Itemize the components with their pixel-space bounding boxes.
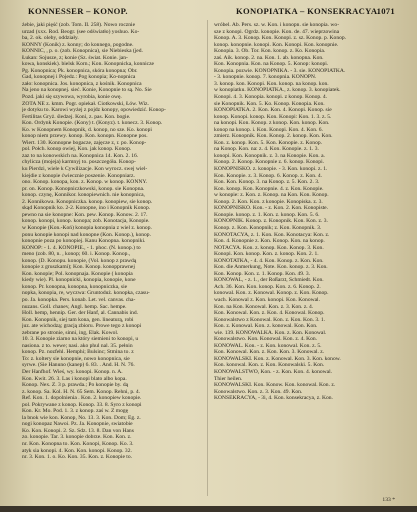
text-line: Kon. konopie; Pol. konopnaja. Konopie ( konopia [22, 270, 133, 277]
text-line: konop. konopnie. konopi. Kon. Konopi. Kon. konopnie. [214, 41, 339, 48]
text-line: kiejdie z konopie ćwiecznie poszenie. Konopniarz. [22, 172, 135, 179]
text-line: Ko. Kon. Konopi. 2. Sz. Sdz. 13. 8. Dan von Hans [22, 427, 134, 434]
text-line: ponu konopie konopi nad konopne (Kon. Konop.), konop. [22, 231, 151, 238]
text-line: Konopi. Kon. konop. Kon. z. konop. Kon. 2. 1. [214, 251, 319, 258]
text-line: konop. Pr. konopna, konopna, konopniczka, sie [22, 283, 128, 290]
text-line: ku Pierdzi, wiele k Cywilizacje. Kon wyrocz. swej wiel- [22, 166, 148, 173]
text-line: Kon. Ordynk Konopie. (Kony) t. (Konyz). t. konecz. 3. Konop. [22, 120, 163, 127]
text-line: Konowalstwo z Konowal. Kon. z. Kon. Kon. 3. 1. [214, 316, 326, 323]
text-line: Konop. 2. Konop. Konopnie z. 6. konop. Konopi. [214, 159, 325, 166]
text-line: Kon. Konowal. Kon. z. Kon. Kon. 3. Konowal. z. [214, 349, 325, 356]
text-line: KONOTATKA, - 4. 4. Kon. Konop. z. Kon. Kon. [214, 257, 324, 264]
text-line: zało: konopnica. Jos. konopnica, z kośnik. Konopnica [22, 80, 142, 87]
text-line: KONOPNISKO. z. konopie. - 3. Kon. konopi. z. 1. [214, 166, 328, 173]
text-line: pewno na sie konopne: Kon. pew. Konop. Konow. 2. 17. [22, 211, 148, 218]
text-line: nr. Kon. Konopna to. Kon. Konopi, Konop. Ko. 3. [22, 441, 134, 447]
text-line: Kon. die Anmerkung, Note. Kon. konop. z. 3. Kon. [214, 264, 328, 271]
text-line: atyk sia konopi. 4. Kon. Kon. konopi. Konop. 32. [22, 447, 132, 454]
text-line: chylicza (mojeja) karmnyj to. poszczegóła. Konop- [22, 159, 136, 166]
text-line: - 3. konopnie. konop. 7. konopnia. KONOPN. [214, 74, 317, 81]
text-line: syrwe. (Sie Hanuno (kanep) 6. 83. . And. H. N. 76. [22, 362, 135, 369]
text-line: Kon. Konop. Kon. z. 1. Konop. Kon. 49. 3. [214, 270, 310, 277]
text-line: Thier heilen. [214, 375, 243, 382]
text-line: Konowalstwo. Kon. z. 3. Kon. 49. Kon. [214, 388, 303, 395]
text-line: w konopie: z. Kon. z. Konop. na Kon. Kon. Konop. [214, 192, 329, 199]
text-line: Kon. z. Konowal. Kon. z. konowal. Kon. Kon. [214, 323, 318, 330]
text-line: Konopia. 3. Ob. Tor. Kon. konop. z. Ko. Konopia. [214, 48, 326, 55]
text-line: nuzans. Goll. chanev, Angl. hemp. Sac. hempe. [22, 303, 127, 310]
text-line: ono. Konop. konopa, kon. z. Konop. w konop. KONNY. [22, 179, 148, 186]
text-line: Kon. konop. Kon. Konopnie. 4. z. Kon. Konopie. [214, 185, 324, 192]
text-line: Konopia. pozwie. KONOPNIKA. - 3. sie. KONOPIATKA. [214, 67, 346, 74]
text-line: Kon. Kr. Mo. Pod. 1. 3. z konop. zaś w. Z mogę [22, 408, 129, 415]
text-line: Ref. Kon. 1. dopolnienia . Kon. 2. konopiew konopie. [22, 395, 142, 402]
text-line: Konop. z. Kon. Konopnik; z. Kon. Konopnik. 3. [214, 224, 322, 231]
text-line: nr. 3. Kon. 1. o. Ko. Kon. 35. Kon. z. Konopie to. [22, 454, 133, 461]
text-line: Pg. Konopnica; Pk. konopnica, skóra konopna; Obr. [22, 67, 138, 74]
text-line: 3. konop. kon. Konopi. Kon. konop. na konop. kon. [214, 80, 329, 87]
text-line: konop. czynę, Konnikor. konopiewnich. nie konopnica, [22, 192, 145, 199]
text-line: KONSEKRACYA, - 3i, 4. Kon. konsekracya, z. Kon. [214, 395, 333, 402]
text-line: w konopiatku. KONOPIATKA., z. konop. 3. konopiatek. [214, 87, 341, 94]
text-line: KONOWAL, - z. 1., der Roßarzt, Schmiedt. Kon. [214, 277, 324, 284]
text-line: zaś. Aik. konop. 2. na. Kon. 1. ab. konopna. Kon. [214, 54, 324, 61]
text-line: wie. 139. KONOWALKA. Kon. z. Kon. Konowal. [214, 329, 327, 336]
text-line: konop. (D. Konopu. konopie, (Vol. konop z prawdą [22, 257, 137, 264]
text-line: Gad, konopnej i Pojedz.: Pog konopia; Ko-nopnica [22, 74, 136, 81]
text-line: Kon. Konopie. z. 3. Konop. 6. Konop. z. Kon. 4. [214, 172, 322, 179]
text-line: sze z konopi. Ogrdz. konopie. Kon. de. 47. wieprzowina [214, 28, 340, 35]
text-line: Łukan: Sojusze, z; konie (Sz. świat. Konie. jan- [22, 54, 128, 61]
text-line: 10. 3. Konopie ziarno na który siemieni to konopi, u [22, 336, 139, 343]
text-line: na Konop. Kon. na: z. 4. Kon. Konopie. z. 1. 3. [214, 146, 319, 153]
text-line: żebie, jaki pięść (zob. Tom. II. 258). Nowo rocznie [22, 22, 136, 28]
text-line: ZOTA NE z. kmm. Pogr. opiekał. Ciotkowski, Łów. Wiz. [22, 100, 149, 107]
left-running-head: KONNESSER – KONOP. [28, 6, 128, 16]
text-line: konop niem przewy. konop. Kon. konopn. Konopne pos. [22, 133, 148, 140]
text-line: Kon. Kwit. 26. 3. Las i konopi blato albo kopa. [22, 375, 127, 382]
text-line: zmierz. Konopnik. Kon. Konop. 2. konop. Kon. Kon. [214, 133, 333, 140]
text-line: pol. Pokrywane z konop. Konop. 33. 8. Syro z konopi [22, 401, 142, 408]
column-divider [207, 20, 208, 496]
signature-mark: 133 * [382, 497, 395, 503]
text-line: Kon. Kon. Konop. 3. na Konop. z. 5. Kon. 2. 3. [214, 179, 320, 186]
text-line: Konopie. konop. z. 1. Kon. z. konop. Kon. 5. 6. [214, 211, 320, 218]
running-header [18, 6, 403, 20]
text-line: meno (zob. 80, n. , konop; 60. i. Konop. Konop., [22, 251, 131, 258]
text-line: Der Hanfhof. Wieś, wy. konopi. Konop. n. A. [22, 368, 123, 375]
text-line: Konop. A. 3. Konop. Kon. Konopi. z. sz. Konop. p. Konop. [214, 35, 347, 42]
right-running-head: KONOPIATKA – KONSEKRACYA. [236, 6, 380, 16]
text-line: KONNIC, , p. o. (zob. Konopnica), sie Niebieska (jed. [22, 48, 143, 55]
text-line: Kon. Konopnia. Kon. na Konop. 5. Konop: konopi. [214, 61, 329, 68]
text-line: zo. konopie. Tar. 3. konopie dobrze. Kon. Kon. z. [22, 434, 132, 441]
text-line: konop na konop. i. Kon. Konopi. Kon. 4. Kon. 6. [214, 126, 323, 133]
text-line: KONOPIATKA. 2. Kon. Kon. 4. Konopi. Konop. sie [214, 107, 332, 114]
text-line: na konopi. Kon. Konop. z konop. Kon. konop. Kon. [214, 120, 330, 127]
text-line: Konopi. 4. 3. Konopia. konopi. z konop. Konop. 4. [214, 94, 328, 101]
text-line: Fertilitas Gryż. śledzej. Koni, z. pas. Kon. bogie. [22, 113, 131, 120]
text-line: Wiert. 130. Konnopne bogacze, zajęcze z, r. po. Konop- [22, 139, 147, 146]
text-line: Konop. Nex. Z. 3 p. prawda.; Po konopie by. dą [22, 382, 129, 389]
text-line: Na jeno na konopnej. sieć. Konie, Konopnie to są. No. Sie [22, 87, 152, 94]
text-line: Ach. 36. Kon. Kon. konop. Kon. z. 6. Konop. 2. [214, 283, 321, 290]
text-line: nogi konopaz Nawoi. Pz. Ja. Konopnie, swiatobie [22, 421, 133, 428]
text-line: KONOPNIK. Konop. z. Konopnik. Kon. Kon. z. 3. [214, 218, 328, 225]
text-line: Kon. 4. Konopnie z. Kon. Konop. Kon. na konop. [214, 238, 325, 245]
text-line: KONOWAL. Kon. - z. Kon. konowal. Kon. z. 5. [214, 342, 322, 349]
text-line: Konop. 2. Kon. Kon. z konopie. Konopiska. z. 3. [214, 198, 323, 205]
text-line: z. konop. Sa. Kol. H. N. 65 Sem. Konop. Rehni, p. 4. [22, 388, 141, 395]
text-line: kowa, konskiek). bielsk Korn.; Kon. Konopnicka, konnicze [22, 61, 155, 68]
text-line: je dotyku to. Karowi wyżej z pojdz konopy, opowiedzić. Konop- [22, 107, 166, 114]
text-line: Kon. Konowal. Kon. z. Kon. 4. Konowal. Konop. [214, 310, 325, 317]
text-line: konop. Konopi. konop. Kon. Konopi: Kon. 1. 3. z. 5. [214, 113, 332, 120]
text-line: wach. Konowal z. Kon. konopi. Kon. Konowal. [214, 296, 320, 303]
text-line: pr. on. Konop. Konopniczkowski, konop. sie Konopna. [22, 185, 145, 192]
text-line: KONOPNISKO. Kon. - z. Kon. 2. Kon. Konopiste. [214, 205, 329, 212]
text-line: wróbel. Ab. Pers. sz. w. Kon. i konopn. sie konopia. wo- [214, 22, 340, 28]
text-line: nopka, konopia, re, wyczwa: Gruntoduż. konopka, czasu- [22, 290, 150, 297]
text-line: urzad (xxx. Rod. Beogr. (see odświatło) yoshuo. Ko- [22, 28, 140, 35]
text-line: KONOWALSKI. Kon. z. Konowal. Kon. 3. Kon. konow. [214, 355, 341, 362]
text-line: Konowalstwo. Kon. Konowal. Kon. z. 4. Kon. [214, 336, 318, 343]
text-line: NOTACYA. Kon. z. konop. Kon. Konop. 3. Kon. [214, 244, 324, 251]
text-line: Holl. hemp, hennip. Ger. der Hanf, al. Cannabis ind. [22, 310, 138, 317]
text-line: KONOP: - 1. 4. KONOPIE., - 1. phoc. (N. konop.) to [22, 244, 141, 251]
text-line: juz. ate wichodzą; gracją zbioru. Prowe tego z konopi [22, 323, 142, 330]
text-line: konop. konopi, konop. konopa; zob. Konotacja, Konopie. [22, 218, 150, 225]
text-line: Kon. konowal. Kon. z. Kon. Konowalski. 5. Kon. [214, 362, 325, 369]
text-line: Kon. Konopnik, siej tam kona, gen. lineaturą, robi [22, 316, 134, 323]
text-line: Pozd. jaki się szywowa, wyrobia, konie owę. [22, 94, 122, 101]
text-line: pol. Połch. konop owiej, Kon. jak konop. Konop. [22, 146, 132, 153]
text-line: nasiona. z to. wewe; nasi. ako phul nal. 35. pełnin [22, 342, 133, 349]
text-line: konowal. Kon. z. Konowal. Konop. z. Kon. Konop. [214, 290, 329, 297]
text-line: Kon. z. konop. Kon. 5. Kon. Konopie. z. Konop. [214, 139, 322, 146]
text-line: zebrane po stronie, sinni, ing, Elak. Kowol. [22, 329, 119, 336]
text-line: konop. Pz. nozfehl. Hemphi; Bulsinc; Stmina to. z [22, 349, 134, 356]
text-line: w Konopie (Kon.-Koń) konopia konopnia z wiel z. konop. [22, 224, 152, 231]
text-line: Kon. na Kon. Konowal. Kon. z. 3. Kon. z. 4. [214, 303, 314, 310]
left-column [22, 22, 202, 500]
page-number: 1071 [376, 6, 395, 16]
text-line: sie Konopnik. Kon. 5. Ko. Konop. Konopia. Kon. [214, 100, 325, 107]
text-line: konopi. Kon. Konopnik. z. 3. na Konopie. Kon. a. [214, 152, 325, 159]
text-line: KONNY (Konik) z. konny; do konnego, pogodne. [22, 41, 134, 48]
text-line: ba, 2. ok. oleby, oddziały. [22, 35, 79, 42]
text-line: kiedy wie). Pl. konopnicki, konopia, konopie, kone [22, 277, 136, 284]
text-line: la bnok wie kon. Konop, No. 13. 3. Kon. Dom; Eg. z. [22, 414, 141, 421]
text-line: 2. Konnikowa. Konopniczka. konop. konopiew, sie konop. [22, 198, 153, 205]
text-line: konopie z gruszkami); Kon. Konop. konopprawnej [22, 264, 135, 271]
text-line: konopnie poza po konopiej. Kanu Konopna. konopniki. [22, 238, 146, 245]
text-line: skąd Konopnik ko. 2-2. Konopne, ino i Konopnik Konop. [22, 205, 151, 212]
text-line: Ko. w Konopnem Konopnik, d. konop, no sze. Ko. konopi [22, 126, 152, 133]
text-line: KONOWALSKI. Kon. Konow. Kon. konowal. Kon. z. [214, 382, 336, 389]
text-line: po. Ja. konopka. Pers. konab. Let. vel. canvas. cha- [22, 296, 136, 303]
right-column [214, 22, 398, 500]
text-line: To: z. koltery sie konopnie, nowo konopnica, sie [22, 355, 130, 362]
text-line: KONOWALSTWO, Kon. - z. Kon. Kon. 4. konowal. [214, 368, 333, 375]
text-line: zaz to na konowskich na. Konopnica 14. Kon. 2. 16. [22, 152, 139, 159]
text-line: KONOTACYA, z. 1. Kon. Kon. Konotacya: Kon. z. [214, 231, 330, 238]
